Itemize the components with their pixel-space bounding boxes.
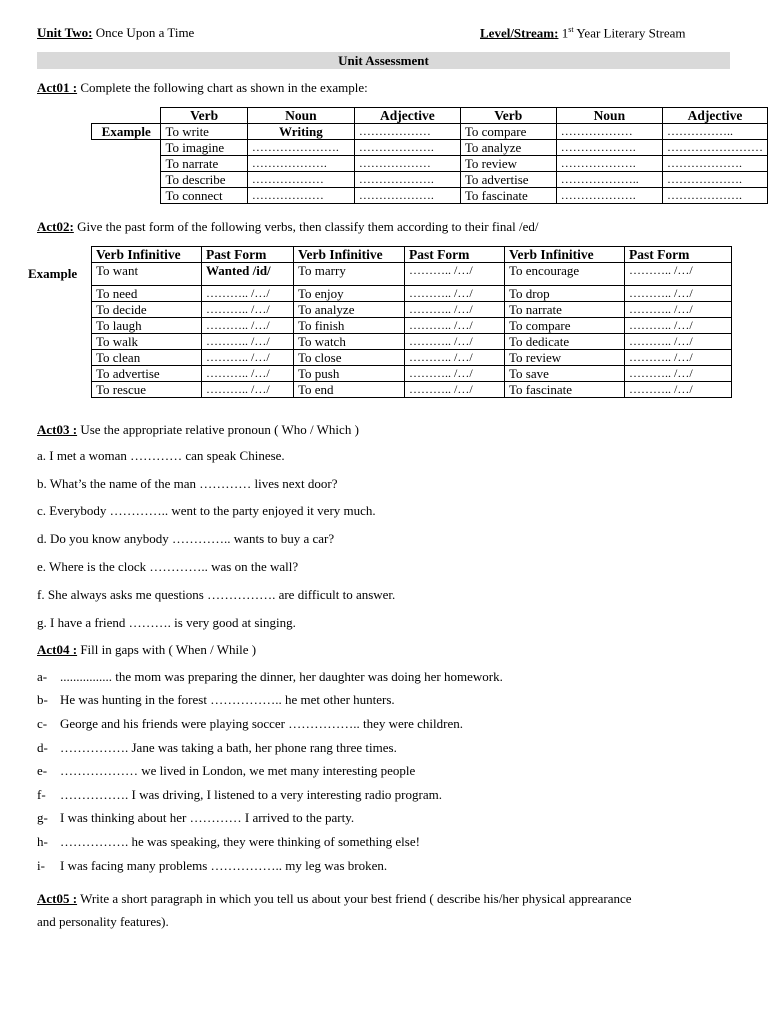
blank-cell[interactable]: ………………. <box>662 172 767 188</box>
item-letter: h- <box>37 834 48 849</box>
item-text: ……………. he was speaking, they were thinking of something else! <box>60 834 420 849</box>
blank-cell[interactable]: ………………. <box>662 188 767 204</box>
table-row <box>92 382 732 398</box>
table-row <box>92 350 732 366</box>
list-item <box>37 615 296 631</box>
list-item <box>37 858 387 874</box>
table-cell: To connect <box>161 188 247 204</box>
blank-cell[interactable]: ……….. /…/ <box>625 286 732 302</box>
act02-col-header: Past Form <box>202 247 294 263</box>
table-cell: To dedicate <box>505 334 625 350</box>
table-cell: To watch <box>294 334 405 350</box>
blank-cell[interactable]: ……….. /…/ <box>625 334 732 350</box>
item-text: I met a woman ………… can speak Chinese. <box>49 448 285 463</box>
act03-instruction: Use the appropriate relative pronoun ( Who / Which ) <box>80 422 359 437</box>
table-row <box>92 366 732 382</box>
act01-header-row <box>92 108 768 124</box>
item-letter: d. <box>37 531 47 546</box>
item-letter: f- <box>37 787 46 802</box>
table-cell: To advertise <box>92 366 202 382</box>
item-text: George and his friends were playing soccer …………….. they were children. <box>60 716 463 731</box>
blank-cell[interactable]: ……….. /…/ <box>405 350 505 366</box>
table-cell: To compare <box>460 124 556 140</box>
blank-cell[interactable]: ……….. /…/ <box>625 318 732 334</box>
item-letter: b- <box>37 692 48 707</box>
list-item <box>37 559 298 575</box>
table-cell: Wanted /id/ <box>202 263 294 286</box>
list-item <box>37 692 395 708</box>
list-item <box>37 669 503 685</box>
table-cell: To end <box>294 382 405 398</box>
item-letter: g. <box>37 615 47 630</box>
list-item <box>37 448 285 464</box>
list-item <box>37 716 463 732</box>
blank-cell[interactable]: ……….. /…/ <box>202 318 294 334</box>
table-cell: To clean <box>92 350 202 366</box>
item-letter: g- <box>37 810 48 825</box>
blank-cell[interactable]: ……………… <box>247 172 354 188</box>
empty-cell <box>92 156 161 172</box>
table-cell: To fascinate <box>505 382 625 398</box>
act03-heading <box>37 422 359 438</box>
table-cell: To compare <box>505 318 625 334</box>
item-letter: b. <box>37 476 47 491</box>
table-cell: To rescue <box>92 382 202 398</box>
blank-cell[interactable]: ………………. <box>556 188 662 204</box>
act02-table <box>91 246 732 398</box>
blank-cell[interactable]: ……….. /…/ <box>625 366 732 382</box>
act01-col-header: Noun <box>556 108 662 124</box>
table-row <box>92 140 768 156</box>
table-row <box>92 156 768 172</box>
table-cell: To walk <box>92 334 202 350</box>
act01-chart <box>91 107 768 204</box>
item-text: Where is the clock ………….. was on the wall? <box>49 559 299 574</box>
act01-col-header: Verb <box>460 108 556 124</box>
act01-instruction: Complete the following chart as shown in the example: <box>80 80 368 95</box>
table-cell: To review <box>505 350 625 366</box>
blank-cell[interactable]: ………………. <box>556 156 662 172</box>
act02-heading <box>37 219 538 235</box>
level-num: 1 <box>561 25 569 41</box>
table-row <box>92 286 732 302</box>
act04-label: Act04 : <box>37 642 78 657</box>
corner-cell <box>92 108 161 124</box>
act02-col-header: Verb Infinitive <box>505 247 625 263</box>
act05-label: Act05 : <box>37 891 78 906</box>
item-letter: f. <box>37 587 45 602</box>
level-sup: st <box>568 25 574 34</box>
blank-cell[interactable]: ……………… <box>354 156 460 172</box>
blank-cell[interactable]: …………….. <box>662 124 767 140</box>
act01-heading <box>37 80 368 96</box>
item-text: ……………. I was driving, I listened to a very interesting radio program. <box>60 787 442 802</box>
item-letter: a. <box>37 448 47 463</box>
blank-cell[interactable]: ……….. /…/ <box>625 263 732 286</box>
table-cell: To need <box>92 286 202 302</box>
table-cell: Writing <box>247 124 354 140</box>
act02-header-row <box>92 247 732 263</box>
act02-col-header: Verb Infinitive <box>294 247 405 263</box>
blank-cell[interactable]: ……….. /…/ <box>202 302 294 318</box>
blank-cell[interactable]: ………………. <box>556 140 662 156</box>
blank-cell[interactable]: ……………….. <box>556 172 662 188</box>
blank-cell[interactable]: …………………… <box>662 140 767 156</box>
blank-cell[interactable]: ………………. <box>354 188 460 204</box>
table-cell: To write <box>161 124 247 140</box>
item-letter: c. <box>37 503 47 518</box>
blank-cell[interactable]: ……….. /…/ <box>625 382 732 398</box>
item-letter: c- <box>37 716 48 731</box>
act02-col-header: Verb Infinitive <box>92 247 202 263</box>
list-item <box>37 503 376 519</box>
unit-title: Once Upon a Time <box>95 25 195 40</box>
table-cell: To push <box>294 366 405 382</box>
table-cell: To close <box>294 350 405 366</box>
table-cell: To narrate <box>505 302 625 318</box>
blank-cell[interactable]: ……….. /…/ <box>202 334 294 350</box>
blank-cell[interactable]: ……………… <box>354 124 460 140</box>
item-text: ................ the mom was preparing the dinner, her daughter was doing her homework. <box>60 669 503 684</box>
item-text: She always asks me questions ……………. are difficult to answer. <box>47 587 396 602</box>
table-cell: To advertise <box>460 172 556 188</box>
table-cell: To review <box>460 156 556 172</box>
blank-cell[interactable]: ……….. /…/ <box>625 350 732 366</box>
act04-instruction: Fill in gaps with ( When / While ) <box>80 642 257 657</box>
blank-cell[interactable]: ……….. /…/ <box>202 350 294 366</box>
blank-cell[interactable]: ……….. /…/ <box>405 302 505 318</box>
table-cell: To laugh <box>92 318 202 334</box>
blank-cell[interactable]: ……….. /…/ <box>202 286 294 302</box>
act01-col-header: Adjective <box>662 108 767 124</box>
act05-heading <box>37 891 632 907</box>
act01-col-header: Noun <box>247 108 354 124</box>
blank-cell[interactable]: ……….. /…/ <box>625 302 732 318</box>
table-cell: To analyze <box>294 302 405 318</box>
blank-cell[interactable]: ……………… <box>247 188 354 204</box>
table-cell: To imagine <box>161 140 247 156</box>
table-cell: To analyze <box>460 140 556 156</box>
table-cell: To encourage <box>505 263 625 286</box>
item-letter: e. <box>37 559 47 574</box>
item-text: I was facing many problems …………….. my leg was broken. <box>60 858 388 873</box>
empty-cell <box>92 140 161 156</box>
item-letter: i- <box>37 858 45 873</box>
table-row <box>92 172 768 188</box>
unit-label: Unit Two: <box>37 25 93 40</box>
blank-cell[interactable]: ……….. /…/ <box>405 318 505 334</box>
blank-cell[interactable]: ………………. <box>354 140 460 156</box>
header-unit <box>37 25 194 41</box>
act01-label: Act01 : <box>37 80 78 95</box>
blank-cell[interactable]: ……….. /…/ <box>405 286 505 302</box>
item-text: He was hunting in the forest …………….. he met other hunters. <box>60 692 395 707</box>
table-cell: To want <box>92 263 202 286</box>
page-title: Unit Assessment <box>37 52 730 69</box>
list-item <box>37 787 442 803</box>
empty-cell <box>92 188 161 204</box>
list-item <box>37 834 420 850</box>
blank-cell[interactable]: ………………. <box>247 156 354 172</box>
table-cell: To describe <box>161 172 247 188</box>
act02-col-header: Past Form <box>625 247 732 263</box>
act03-label: Act03 : <box>37 422 78 437</box>
blank-cell[interactable]: ……….. /…/ <box>405 334 505 350</box>
table-cell: To marry <box>294 263 405 286</box>
header-level <box>480 25 686 41</box>
item-letter: a- <box>37 669 48 684</box>
list-item <box>37 810 354 826</box>
table-row <box>92 302 732 318</box>
blank-cell[interactable]: ……….. /…/ <box>405 366 505 382</box>
table-cell: To fascinate <box>460 188 556 204</box>
example-label: Example <box>28 266 78 281</box>
blank-cell[interactable]: ……….. /…/ <box>405 263 505 286</box>
item-text: I have a friend ………. is very good at singing. <box>50 615 296 630</box>
level-rest: Year Literary Stream <box>576 25 686 41</box>
act04-heading <box>37 642 256 658</box>
table-cell: To decide <box>92 302 202 318</box>
act01-col-header: Verb <box>161 108 247 124</box>
level-label: Level/Stream: <box>480 25 559 41</box>
item-text: Do you know anybody ………….. wants to buy a car? <box>50 531 335 546</box>
list-item <box>37 763 415 779</box>
blank-cell[interactable]: ………………. <box>354 172 460 188</box>
empty-cell <box>92 172 161 188</box>
list-item <box>37 587 395 603</box>
table-row <box>92 188 768 204</box>
blank-cell[interactable]: ……………… <box>556 124 662 140</box>
list-item <box>37 740 397 756</box>
item-text: ……………… we lived in London, we met many interesting people <box>60 763 416 778</box>
list-item <box>37 476 338 492</box>
example-label: Example <box>92 124 161 140</box>
act01-col-header: Adjective <box>354 108 460 124</box>
blank-cell[interactable]: ………………. <box>662 156 767 172</box>
table-cell: To drop <box>505 286 625 302</box>
blank-cell[interactable]: ……….. /…/ <box>405 382 505 398</box>
table-cell: To save <box>505 366 625 382</box>
act02-label: Act02: <box>37 219 74 234</box>
item-text: ……………. Jane was taking a bath, her phone rang three times. <box>60 740 397 755</box>
table-cell: To finish <box>294 318 405 334</box>
item-letter: d- <box>37 740 48 755</box>
table-row <box>92 124 768 140</box>
table-cell: To narrate <box>161 156 247 172</box>
table-row <box>92 334 732 350</box>
table-row <box>92 263 732 286</box>
table-cell: To enjoy <box>294 286 405 302</box>
item-text: Everybody ………….. went to the party enjoyed it very much. <box>49 503 376 518</box>
act05-instruction-cont: and personality features). <box>37 914 169 929</box>
blank-cell[interactable]: …………………. <box>247 140 354 156</box>
item-text: I was thinking about her ………… I arrived to the party. <box>60 810 355 825</box>
item-text: What’s the name of the man ………… lives next door? <box>49 476 338 491</box>
list-item <box>37 531 334 547</box>
act05-instruction: Write a short paragraph in which you tell us about your best friend ( describe his/her physical apprearance <box>80 891 632 906</box>
act02-col-header: Past Form <box>405 247 505 263</box>
table-row <box>92 318 732 334</box>
act02-instruction: Give the past form of the following verbs, then classify them according to their final /ed/ <box>77 219 539 234</box>
item-letter: e- <box>37 763 48 778</box>
blank-cell[interactable]: ……….. /…/ <box>202 382 294 398</box>
blank-cell[interactable]: ……….. /…/ <box>202 366 294 382</box>
